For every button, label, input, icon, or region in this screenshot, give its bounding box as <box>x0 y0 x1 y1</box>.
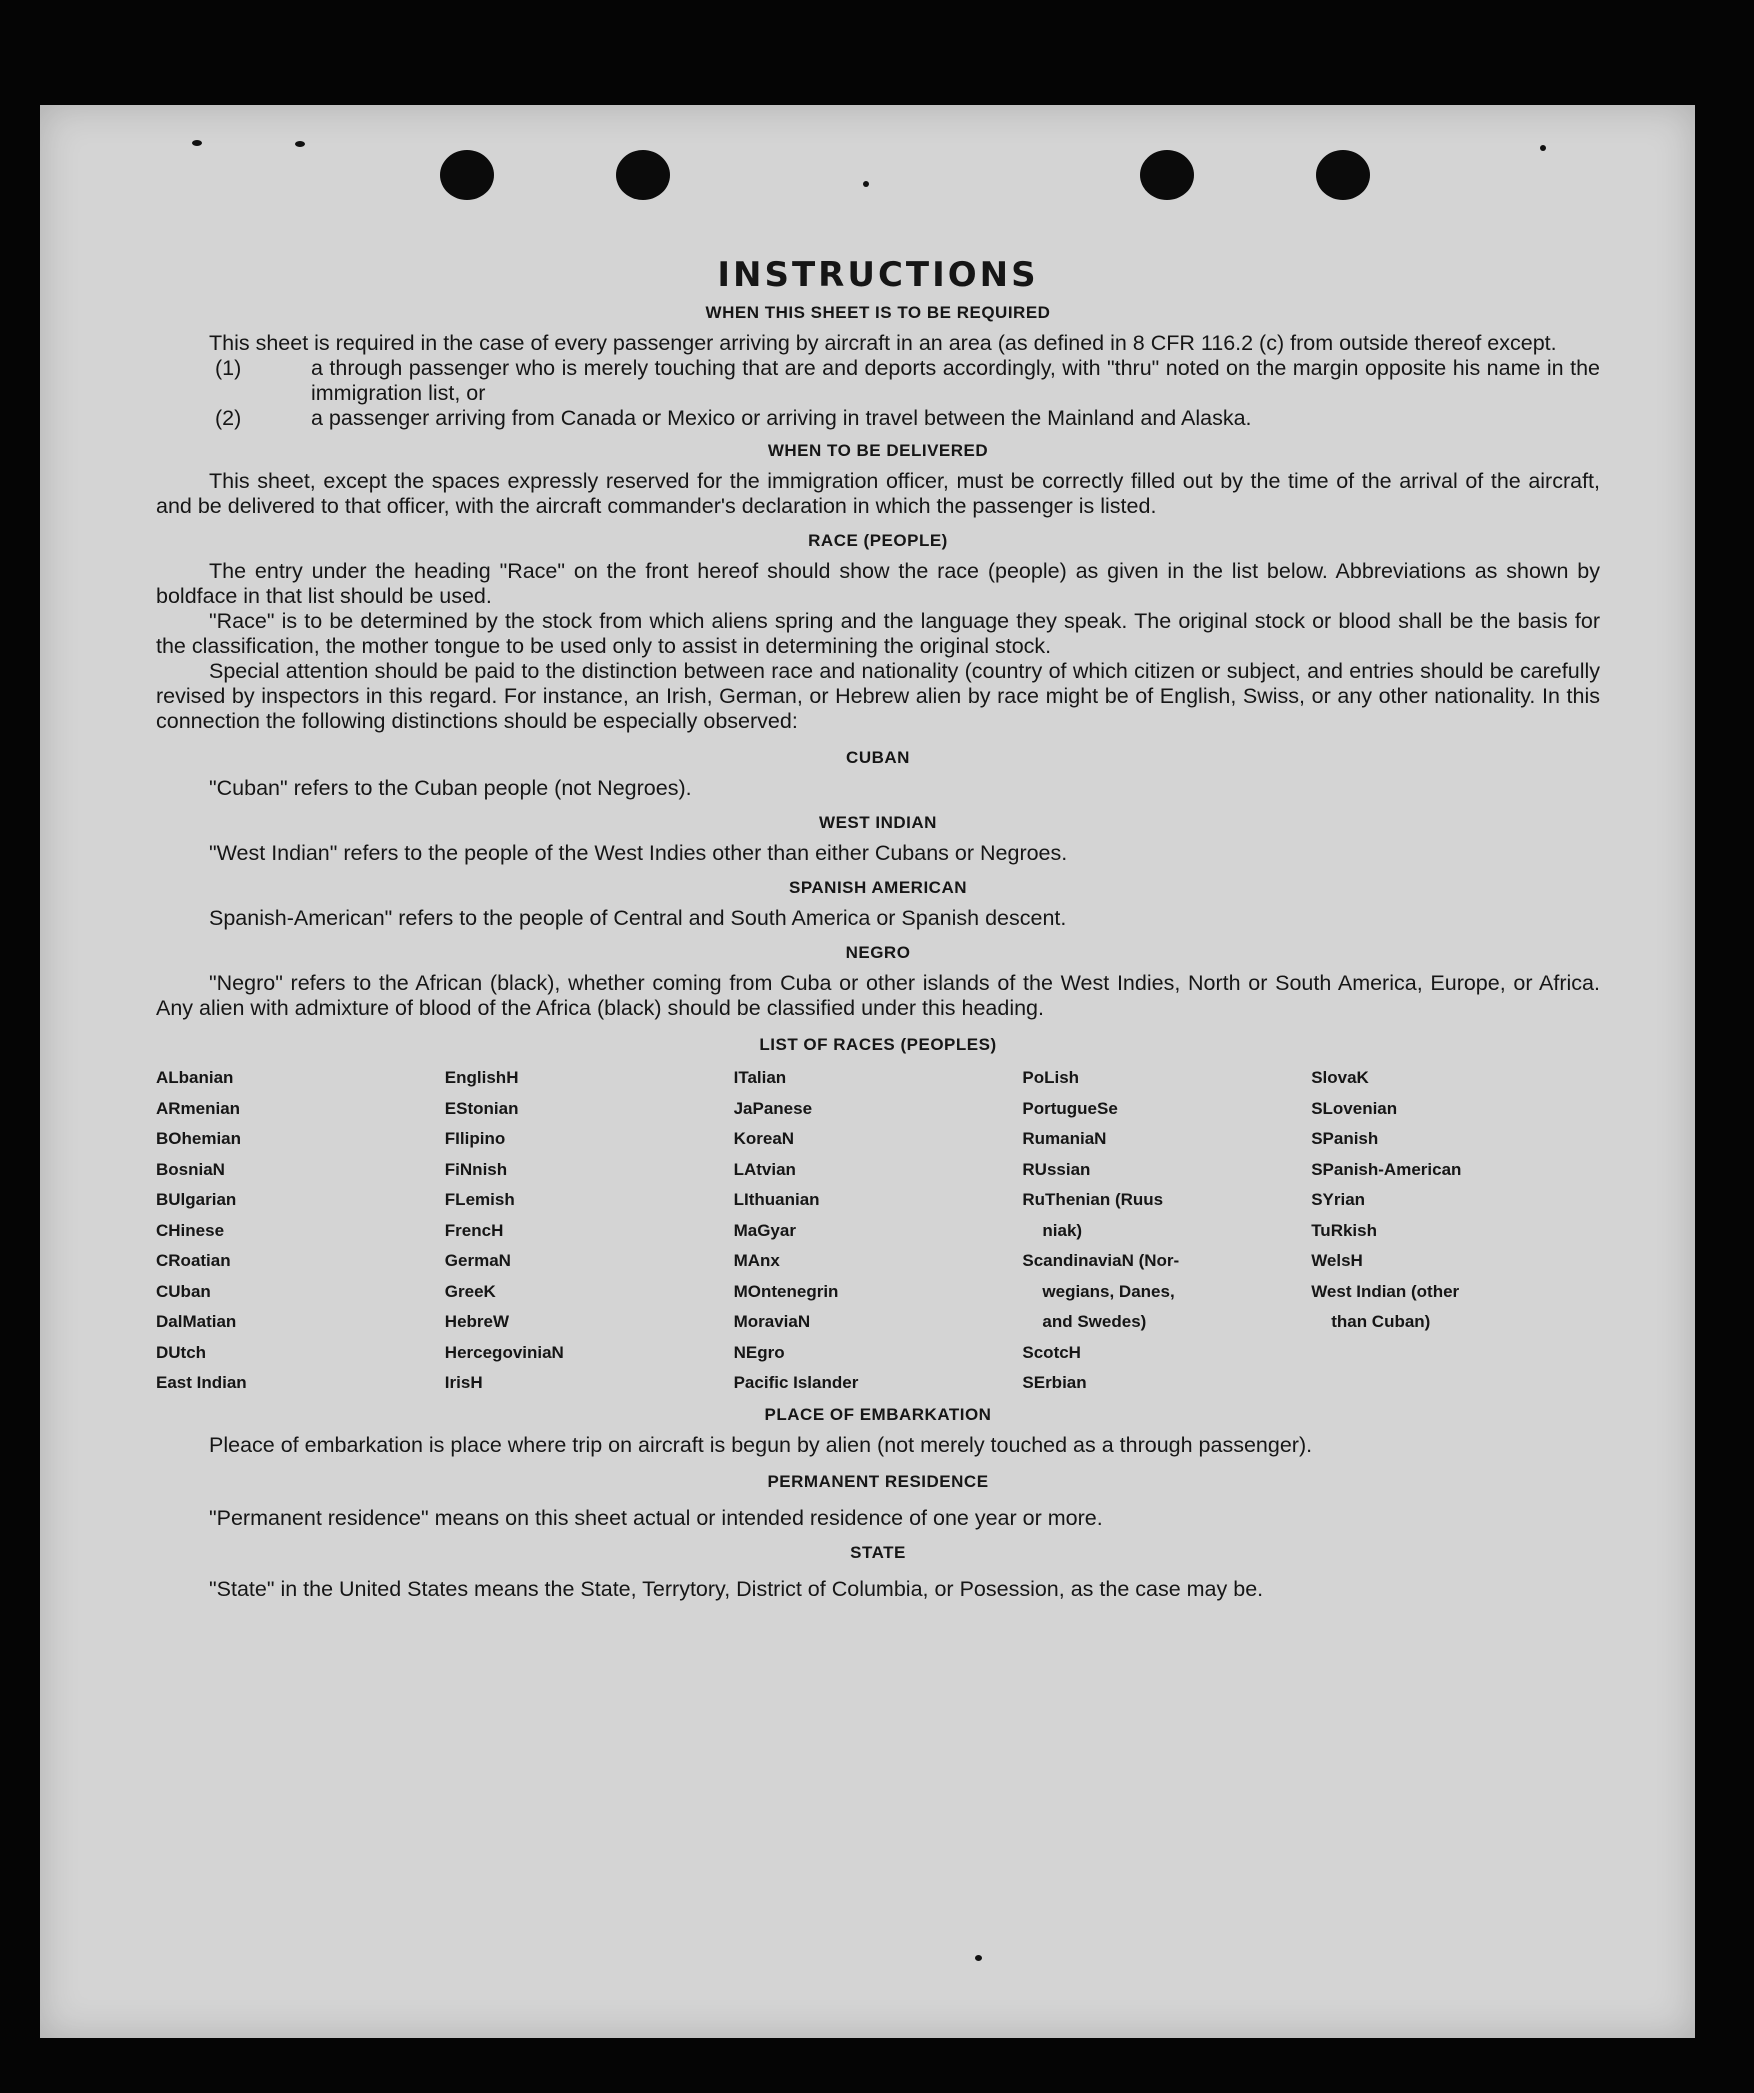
race-column-4 <box>1022 1063 1311 1399</box>
race-item: Pacific Islander <box>733 1373 859 1392</box>
race-item: East Indian <box>156 1373 247 1392</box>
residence-text: "Permanent residence" means on this sheet actual or intended residence of one year or more. <box>209 1505 1103 1530</box>
race-item: MoraviaN <box>733 1312 811 1331</box>
race-paragraph-2: "Race" is to be determined by the stock from which aliens spring and the language they speak. The original stock or blood shall be the basis for the classification, the mother tongue to be used only to assist in determining the original stock. <box>156 609 1600 658</box>
race-item: CHinese <box>156 1220 225 1240</box>
spanish-american-text: Spanish-American" refers to the people of Central and South America or Spanish descent. <box>209 906 1067 930</box>
race-item: MaGyar <box>733 1220 796 1240</box>
state-text: "State" in the United States means the State, Terrytory, District of Columbia, or Posession, as the case may be. <box>209 1576 1264 1601</box>
race-item: BOhemian <box>156 1129 242 1148</box>
required-item-2 <box>215 406 1600 431</box>
race-item: ScotcH <box>1022 1342 1081 1362</box>
instructions-content <box>156 255 1600 1602</box>
heading-spanish-american: SPANISH AMERICAN <box>788 878 967 897</box>
race-item: RUssian <box>1022 1159 1091 1179</box>
item-number: (1) <box>215 356 242 380</box>
heading-negro: NEGRO <box>845 943 911 962</box>
race-item: KoreaN <box>733 1129 795 1148</box>
race-item: CRoatian <box>156 1251 231 1270</box>
race-item: NEgro <box>733 1342 785 1362</box>
race-column-3 <box>734 1063 1023 1399</box>
race-item: FiNnish <box>444 1159 508 1179</box>
race-item: MAnx <box>733 1251 780 1270</box>
race-item: ALbanian <box>156 1068 234 1087</box>
race-column-2 <box>445 1063 734 1399</box>
required-intro: This sheet is required in the case of every passenger arriving by aircraft in an area (as defined in 8 CFR 116.2 (c) from outside thereof except. <box>209 331 1557 355</box>
race-item: LAtvian <box>733 1159 796 1179</box>
speck <box>295 141 305 147</box>
race-list <box>156 1063 1600 1399</box>
race-item: FLemish <box>444 1190 515 1209</box>
race-item: RuThenian (Ruus <box>1022 1190 1164 1209</box>
race-item: EnglishH <box>444 1068 519 1087</box>
race-item: West Indian (other <box>1311 1281 1460 1301</box>
cuban-text: "Cuban" refers to the Cuban people (not Negroes). <box>209 776 692 800</box>
race-item: TuRkish <box>1311 1220 1377 1240</box>
heading-embarkation: PLACE OF EMBARKATION <box>764 1404 992 1424</box>
race-item: BosniaN <box>156 1159 225 1179</box>
page-title: INSTRUCTIONS <box>717 255 1039 295</box>
heading-race: RACE (PEOPLE) <box>808 531 948 550</box>
heading-state: STATE <box>850 1542 906 1562</box>
race-item: PoLish <box>1022 1068 1080 1087</box>
document-page <box>40 105 1695 2038</box>
punch-hole <box>440 150 494 200</box>
punch-hole <box>1316 150 1370 200</box>
race-item: DUtch <box>156 1342 207 1362</box>
race-item: SPanish <box>1311 1129 1379 1148</box>
race-item: FrencH <box>444 1220 504 1240</box>
heading-list-of-races: LIST OF RACES (PEOPLES) <box>759 1035 997 1054</box>
heading-delivered: WHEN TO BE DELIVERED <box>767 441 989 460</box>
race-item: EStonian <box>444 1098 519 1118</box>
race-paragraph-3: Special attention should be paid to the distinction between race and nationality (country of which citizen or subject, and entries should be carefully revised by inspectors in this regard. For instance, an Irish, German, or Hebrew alien by race might be of English, Swiss, or any other nationality. In this connection the following distinctions should be especially observed: <box>156 659 1600 733</box>
race-item: SlovaK <box>1311 1068 1369 1087</box>
race-column-1 <box>156 1063 445 1399</box>
race-item: PortugueSe <box>1022 1098 1118 1118</box>
speck <box>1540 145 1546 151</box>
speck <box>863 181 869 187</box>
race-item: GreeK <box>444 1281 496 1301</box>
race-item: CUban <box>156 1281 211 1301</box>
speck <box>192 140 202 146</box>
race-item: BUlgarian <box>156 1190 237 1209</box>
speck <box>975 1955 982 1961</box>
race-item: HercegoviniaN <box>444 1342 564 1362</box>
race-item: DalMatian <box>156 1312 237 1331</box>
race-item: ScandinaviaN (Nor- <box>1022 1251 1180 1270</box>
west-indian-text: "West Indian" refers to the people of the West Indies other than either Cubans or Negroes. <box>209 841 1068 865</box>
race-item: HebreW <box>444 1312 510 1331</box>
heading-permanent-residence: PERMANENT RESIDENCE <box>767 1471 989 1491</box>
race-item: WelsH <box>1311 1251 1363 1270</box>
required-item-1 <box>215 356 1600 406</box>
punch-hole <box>616 150 670 200</box>
race-item: SLovenian <box>1311 1098 1398 1118</box>
race-item: niak) <box>1042 1220 1083 1240</box>
race-item: than Cuban) <box>1331 1312 1431 1331</box>
delivered-text: This sheet, except the spaces expressly reserved for the immigration officer, must be correctly filled out by the time of the arrival of the aircraft, and be delivered to that officer, with the aircraft commander's declaration in which the passenger is listed. <box>156 469 1600 518</box>
race-item: SErbian <box>1022 1373 1087 1392</box>
punch-hole <box>1140 150 1194 200</box>
heading-west-indian: WEST INDIAN <box>819 813 937 832</box>
race-item: IrisH <box>444 1373 483 1392</box>
race-item: FIlipino <box>444 1129 506 1148</box>
race-item: GermaN <box>444 1251 511 1270</box>
race-item: LIthuanian <box>733 1190 820 1209</box>
race-paragraph-1: The entry under the heading "Race" on the front hereof should show the race (people) as given in the list below. Abbreviations as shown by boldface in that list should be used. <box>156 559 1600 608</box>
race-item: wegians, Danes, <box>1042 1281 1175 1301</box>
race-item: SPanish-American <box>1311 1159 1462 1179</box>
race-item: RumaniaN <box>1022 1129 1107 1148</box>
negro-text: "Negro" refers to the African (black), whether coming from Cuba or other islands of the West Indies, North or South America, Europe, or Africa. Any alien with admixture of blood of the Africa (black) should be classified under this heading. <box>156 971 1600 1020</box>
race-item: and Swedes) <box>1042 1312 1147 1331</box>
item-text: a passenger arriving from Canada or Mexico or arriving in travel between the Mainland and Alaska. <box>311 406 1252 430</box>
race-item: ARmenian <box>156 1098 241 1118</box>
race-item: MOntenegrin <box>733 1281 839 1301</box>
race-item: ITalian <box>733 1068 787 1087</box>
item-number: (2) <box>215 406 242 430</box>
item-text: a through passenger who is merely touching that are and deports accordingly, with "thru" noted on the margin opposite his name in the immigration list, or <box>311 356 1600 405</box>
heading-cuban: CUBAN <box>846 748 910 767</box>
race-item: JaPanese <box>733 1098 813 1118</box>
race-item: SYrian <box>1311 1190 1366 1209</box>
race-column-5 <box>1311 1063 1600 1399</box>
embarkation-text: Pleace of embarkation is place where trip on aircraft is begun by alien (not merely touched as a through passenger). <box>209 1432 1313 1457</box>
heading-required: WHEN THIS SHEET IS TO BE REQUIRED <box>705 303 1051 322</box>
